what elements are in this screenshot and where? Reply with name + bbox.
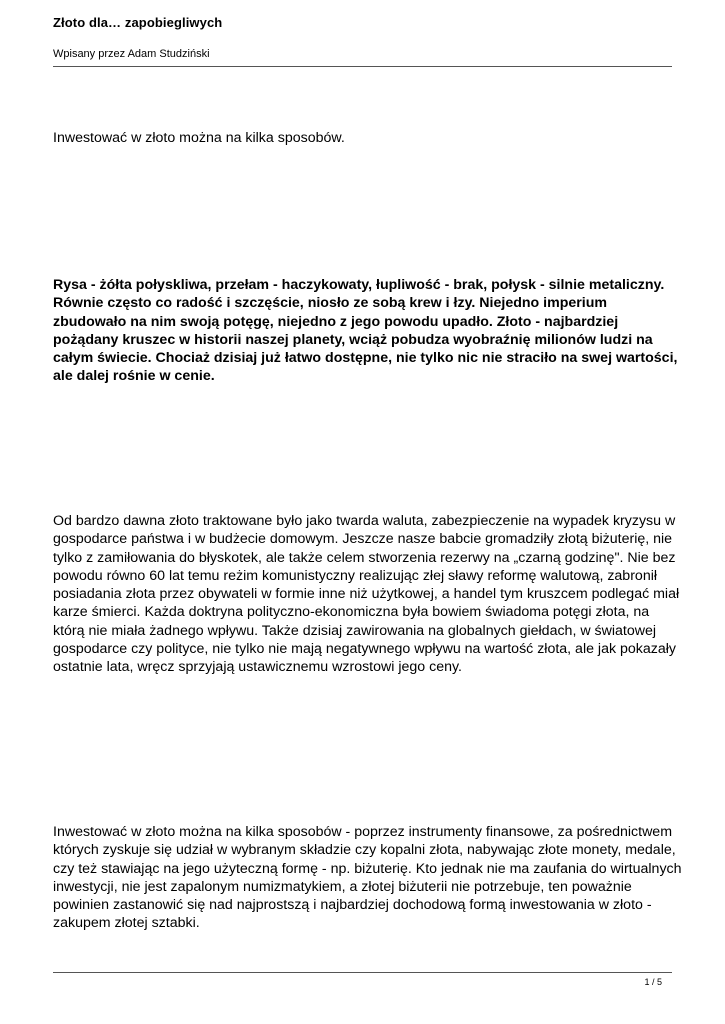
investment-paragraph: Inwestować w złoto można na kilka sposobów - poprzez instrumenty finansowe, za pośrednictwem których zyskuje się udział w wybranym składzie czy kopalni złota, nabywając złote monety, medale, czy też stawiając na jego użyteczną formę - np. biżuterię. Kto jednak nie ma zaufania do wirtualnych inwestycji, nie jest zapalonym numizmatykiem, a złotej biżuterii nie potrzebuje, ten poważnie powinien zastanowić się nad najprostszą i najbardziej dochodową formą inwestowania w złoto - zakupem złotej sztabki.: [53, 824, 682, 932]
lead-paragraph: Rysa - żółta połyskliwa, przełam - haczykowaty, łupliwość - brak, połysk - silnie metaliczny. Równie często co radość i szczęście, niosło ze sobą krew i łzy. Niejedno imperium zbudowało na nim swoją potęgę, niejedno z jego powodu upadło. Złoto - najbardziej pożądany kruszec w historii naszej planety, wciąż pobudza wyobraźnię milionów ludzi na całym świecie. Chociaż dzisiaj już łatwo dostępne, nie tylko nic nie straciło na swej wartości, ale dalej rośnie w cenie.: [53, 277, 678, 385]
author-byline: Wpisany przez Adam Studziński: [53, 48, 210, 60]
footer-divider: [53, 972, 672, 973]
document-title: Złoto dla… zapobiegliwych: [53, 15, 223, 30]
intro-paragraph: Inwestować w złoto można na kilka sposobów.: [53, 130, 345, 146]
history-paragraph: Od bardzo dawna złoto traktowane było jako twarda waluta, zabezpieczenie na wypadek kryzysu w gospodarce państwa i w budżecie domowym. Jeszcze nasze babcie gromadziły złotą biżuterię, nie tylko z zamiłowania do błyskotek, ale także celem stworzenia rezerwy na „czarną godzinę". Nie bez powodu równo 60 lat temu reżim komunistyczny realizując złej sławy reformę walutową, zabronił posiadania złota przez obywateli w formie inne niż użytkowej, a handel tym kruszcem podlegać miał karze śmierci. Każda doktryna polityczno-ekonomiczna była bowiem świadoma potęgi złota, na którą nie miała żadnego wpływu. Także dzisiaj zawirowania na globalnych giełdach, w światowej gospodarce czy polityce, nie tylko nie mają negatywnego wpływu na wartość złota, ale jak pokazały ostatnie lata, wręcz sprzyjają ustawicznemu wzrostowi jego ceny.: [53, 513, 680, 676]
header-divider: [53, 66, 672, 67]
page-number: 1 / 5: [644, 977, 662, 987]
